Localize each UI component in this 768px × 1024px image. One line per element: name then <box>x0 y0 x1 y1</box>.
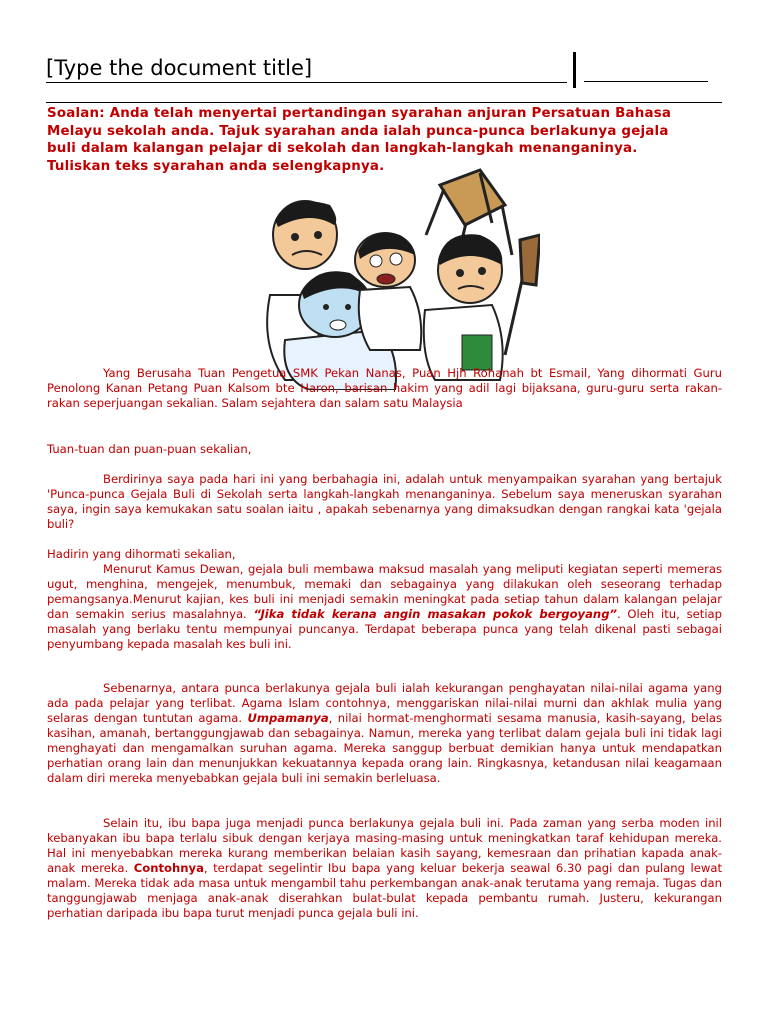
question-prompt: Soalan: Anda telah menyertai pertandingan syarahan anjuran Persatuan Bahasa Melayu sekolah anda. Tajuk syarahan anda ialah punca-punca berlakunya gejala buli dalam kalangan pelajar di sekolah dan langkah-langkah menanganinya. Tuliskan teks syarahan anda selengkapnya. <box>47 106 672 174</box>
speech-paragraph: Berdirinya saya pada hari ini yang berbahagia ini, adalah untuk menyampaikan syarahan yang bertajuk 'Punca-punca Gejala Buli di Sekolah serta langkah-langkah menanganinya. Sebelum saya meneruskan syarahan saya, ingin saya kemukakan satu soalan iaitu , apakah sebenarnya yang dimaksudkan dengan rangkai kata 'gejala buli? <box>47 472 722 531</box>
speech-paragraph: Yang Berusaha Tuan Pengetua SMK Pekan Nanas, Puan Hjh Rohanah bt Esmail, Yang dihormati Guru Penolong Kanan Petang Puan Kalsom bte Haron, barisan hakim yang adil lagi bijaksana, guru-guru serta rakan-rakan seperjuangan sekalian. Salam sejahtera dan salam satu Malaysia <box>47 366 722 410</box>
speech-text: Sebenarnya, antara punca berlakunya gejala buli ialah kekurangan penghayatan nilai-nilai agama yang ada pada pelajar yang terlibat. Agama Islam contohnya, menggariskan nilai-nilai murni dan akhlak mulia yang selaras dengan tuntutan agama. <box>47 681 722 725</box>
speech-introduction <box>47 472 722 532</box>
speech-paragraph <box>47 681 722 786</box>
speech-emphasis: Contohnya <box>133 861 204 875</box>
speech-greeting <box>47 442 722 457</box>
header-divider-bar <box>573 52 576 88</box>
document-header <box>46 52 722 108</box>
speech-text: , terdapat segelintir Ibu bapa yang keluar bekerja seawal 6.30 pagi dan pulang lewat malam. Mereka tidak ada masa untuk mengambil tahu perkembangan anak-anak terutama yang remaja. Tugas dan tanggungjawab menjaga anak-anak diserahkan bulat-bulat kepada pembantu rumah. Justeru, kekurangan perhatian daripada ibu bapa turut menjadi punca gejala buli ini. <box>47 861 723 920</box>
speech-paragraph: Tuan-tuan dan puan-puan sekalian, <box>47 442 252 456</box>
speech-text: Menurut Kamus Dewan, gejala buli membawa maksud masalah yang meliputi kegiatan seperti memeras ugut, menghina, mengejek, menumbuk, memaki dan sebagainya yang dilakukan oleh seseorang terhadap pemangsanya.Menurut kajian, kes buli ini menjadi semakin meningkat pada setiap tahun dalam kalangan pelajar dan semakin serius masalahnya. <box>47 562 722 621</box>
speech-cause-religion <box>47 681 722 786</box>
speech-text: , nilai hormat-menghormati sesama manusia, kasih-sayang, belas kasihan, amanah, bertanggungjawab dan sebagainya. Namun, mereka yang terlibat dalam gejala buli ini tidak lagi menghayati dan mengamalkan suruhan agama. Mereka sanggup berbuat demikian hanya untuk mendapatkan perhatian orang lain dan menunjukkan kekuatannya kepada orang lain. Ringkasnya, ketandusan nilai keagamaan dalam diri mereka menyebabkan gejala buli ini semakin berleluasa. <box>47 711 723 785</box>
speech-proverb: “Jika tidak kerana angin masakan pokok bergoyang” <box>253 607 617 621</box>
header-blank-field <box>584 81 708 82</box>
bully-right-figure <box>424 234 503 380</box>
speech-opening <box>47 366 722 411</box>
speech-text: . Oleh itu, setiap masalah yang berlaku tentu mempunyai puncanya. Terdapat beberapa punca yang telah dikenal pasti sebagai penyumbang kepada masalah kes buli ini. <box>47 607 722 651</box>
bully-middle-figure <box>355 233 421 350</box>
speech-text: Selain itu, ibu bapa juga menjadi punca berlakunya gejala buli ini. Pada zaman yang serba moden inil kebanyakan ibu bapa terlalu sibuk dengan kerjaya masing-masing untuk meningkatkan taraf kehidupan mereka. Hal ini menyebabkan mereka kurang memberikan belaian kasih sayang, kemesraan dan prihatian kapada anak-anak mereka. <box>47 816 722 875</box>
cartoon-drawing <box>230 165 540 390</box>
title-underline <box>46 82 567 83</box>
speech-paragraph <box>47 562 722 652</box>
speech-emphasis: Umpamanya <box>247 711 329 725</box>
speech-definition <box>47 547 722 652</box>
document-title[interactable]: [Type the document title] <box>46 56 313 80</box>
speech-greeting-line: Hadirin yang dihormati sekalian, <box>47 547 236 561</box>
header-rule <box>46 102 722 103</box>
bullying-cartoon-illustration <box>230 165 540 390</box>
speech-paragraph <box>47 816 722 921</box>
speech-cause-parents <box>47 816 722 921</box>
